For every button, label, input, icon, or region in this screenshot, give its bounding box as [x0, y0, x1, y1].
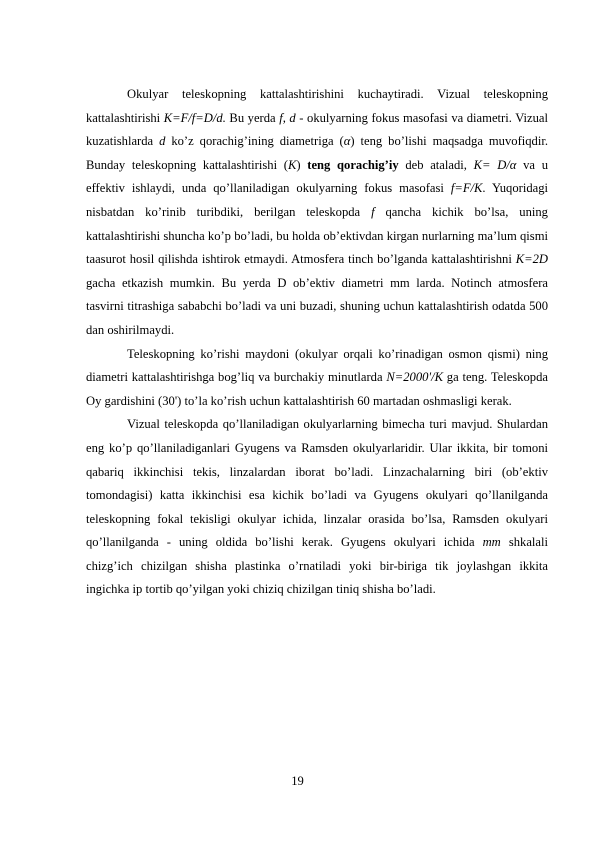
- text-run: Teleskopning ko’rishi maydoni (okulyar orqali ko’rinadigan osmon qismi) ning diametri kattalashtirishga bog’liq va burchakiy minutlarda: [86, 346, 548, 385]
- text-run: . Yuqoridagi nisbatdan ko’rinib turibdiki, berilgan teleskopda: [86, 181, 549, 219]
- text-run: deb ataladi,: [398, 157, 474, 172]
- italic-term: K: [287, 157, 297, 172]
- italic-term: K=F/f=D/d.: [163, 110, 226, 125]
- text-run: Vizual teleskopda qo’llaniladigan okulyarlarning bimecha turi mavjud. Shulardan eng ko’p qo’llaniladiganlari Gyugens va Ramsden okulyarlaridir. Ular ikkita, bir tomoni qabariq ikkinchisi tekis, linzalardan iborat bo’ladi. Linzachalarning biri (ob’ektiv tomondagisi) katta ikkinchisi esa kichik bo’ladi va Gyugens okulyari qo’llanilganda teleskopning fokal tekisligi okulyar ichida, linzalar orasida bo’lsa, Ramsden okulyari qo’llanilganda - uning oldida bo’lishi kerak. Gyugens okulyari ichida: [86, 417, 548, 550]
- paragraph-eyepieces: [86, 413, 548, 602]
- text-run: Bu yerda: [225, 110, 280, 125]
- italic-term: d: [159, 134, 166, 149]
- text-run: - okulyarning fokus masofasi va diametri. Vizual kuzatishlarda: [86, 110, 549, 149]
- italic-term: N=2000'/K: [386, 370, 444, 385]
- italic-term: f=F/K: [450, 181, 483, 196]
- bold-term: teng qorachig’iy: [307, 157, 399, 172]
- document-body: [86, 83, 548, 602]
- text-run: shkalali chizg’ich chizilgan shisha plastinka o’rnatiladi yoki bir-biriga tik joylashgan ikkita ingichka ip tortib qo’yilgan yoki chiziq chizilgan tiniq shisha bo’ladi.: [86, 535, 548, 597]
- italic-term: f: [371, 204, 375, 219]
- text-run: ko’z qorachig’ining diametriga (: [165, 134, 344, 149]
- text-run: Okulyar teleskopning kattalashtirishini kuchaytiradi. Vizual teleskopning kattalashtirishi: [86, 87, 548, 125]
- paragraph-magnification: [86, 83, 548, 343]
- italic-term: K= D/α: [473, 157, 517, 172]
- page-number: 19: [291, 774, 304, 788]
- text-run: va u effektiv ishlaydi, unda qo’llaniladigan okulyarning fokus masofasi: [86, 157, 548, 196]
- text-run: gacha etkazish mumkin. Bu yerda D ob’ektiv diametri mm larda. Notinch atmosfera tasvirni titrashiga sababchi bo’ladi va uni buzadi, shuning uchun kattalashtirish odatda 500 dan oshirilmaydi.: [86, 275, 548, 337]
- italic-term: α: [343, 134, 351, 149]
- paragraph-field-of-view: [86, 343, 548, 414]
- text-run: ): [296, 157, 308, 172]
- text-run: ) teng bo’lishi maqsadga muvofiqdir. Bunday teleskopning kattalashtirishi (: [86, 134, 548, 172]
- text-run: ga teng. Teleskopda Oy gardishini (30') to’la ko’rish uchun kattalashtirish 60 martadan oshmasligi kerak.: [86, 370, 548, 408]
- text-run: qancha kichik bo’lsa, uning kattalashtirishi shuncha ko’p bo’ladi, bu holda ob’ektivdan kirgan nurlarning ma’lum qismi taasurot hosil qilishda ishtirok etmaydi. Atmosfera tinch bo’lganda kattalashtirishni: [86, 204, 548, 267]
- italic-term: mm: [482, 535, 501, 550]
- italic-term: f, d: [279, 110, 296, 125]
- italic-term: K=2D: [515, 252, 548, 267]
